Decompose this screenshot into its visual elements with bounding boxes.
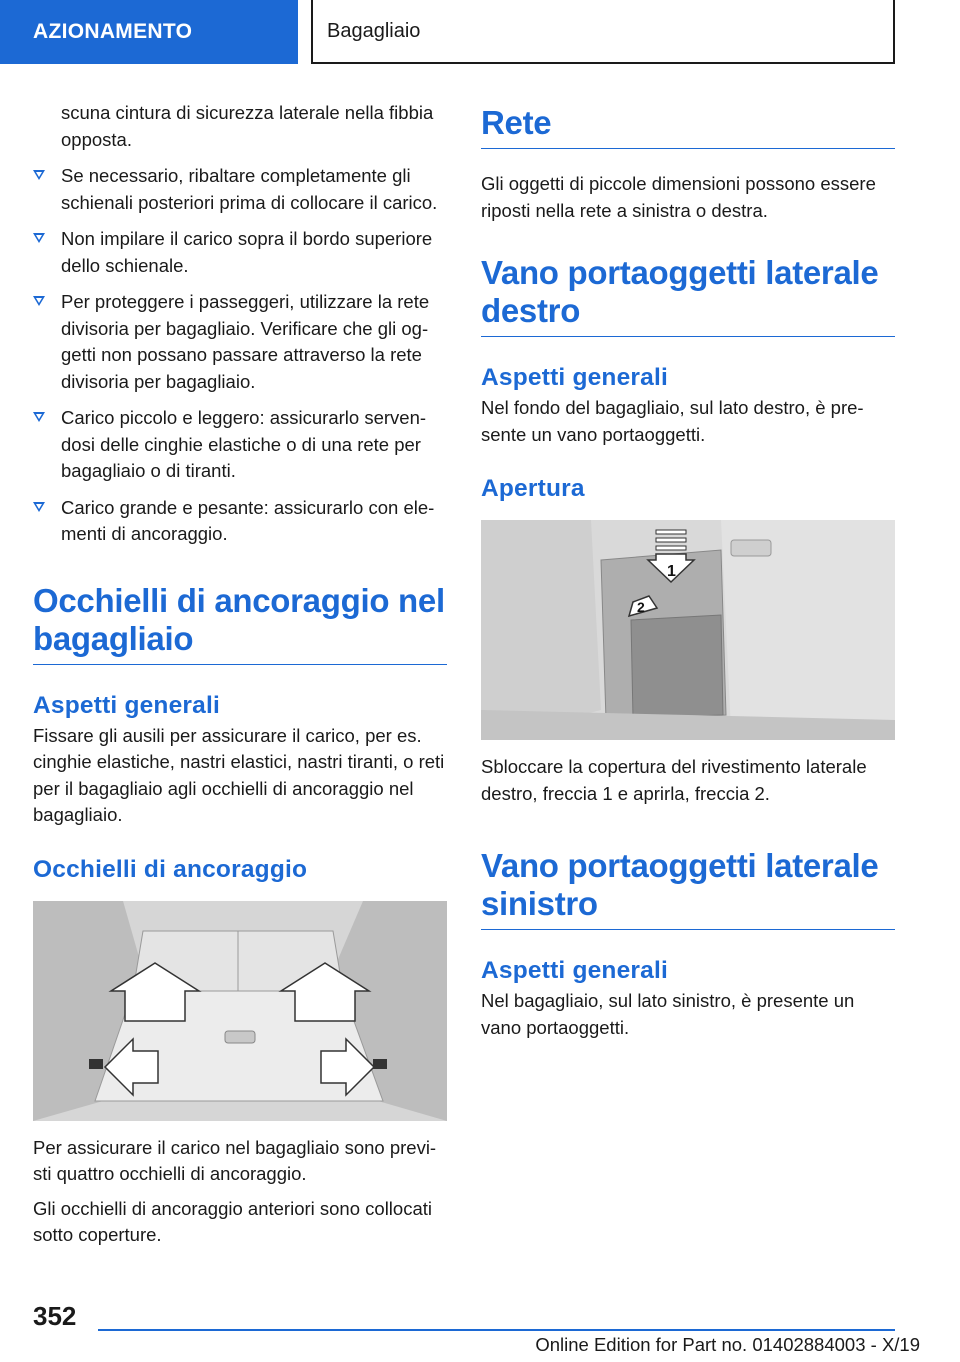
section-title: Vano portaoggetti laterale destro (481, 254, 895, 337)
paragraph: Gli occhielli di ancoraggio anteriori sono collocati sotto coperture. (33, 1197, 432, 1245)
list-item: Non impilare il carico sopra il bordo superiore dello schienale. (33, 226, 447, 279)
list-item: Carico piccolo e leggero: assicurarlo serven-dosi delle cinghie elastiche o di una rete per bagagliaio o di tiranti. (33, 405, 447, 485)
anchor-eye-rear-right (373, 1059, 387, 1069)
triangle-bullet-icon (33, 170, 45, 180)
triangle-bullet-icon (33, 412, 45, 422)
section-title: Vano portaoggetti laterale sinistro (481, 847, 895, 930)
triangle-bullet-icon (33, 296, 45, 306)
paragraph: Sbloccare la copertura del rivestimento laterale destro, freccia 1 e aprirla, freccia 2. (481, 756, 867, 804)
anchor-eye-rear-left (89, 1059, 103, 1069)
footer-rule (98, 1329, 895, 1331)
paragraph: Fissare gli ausili per assicurare il carico, per es. cinghie elastiche, nastri elastici, nastri tiranti, o reti per il bagagliaio agli occhielli di ancoraggio nel bagagliaio. (33, 724, 445, 825)
right-column (481, 100, 895, 1041)
page-number: 352 (33, 1301, 77, 1331)
chapter-header (311, 0, 895, 64)
triangle-bullet-icon (33, 502, 45, 512)
trunk-floor-drawing (33, 901, 447, 1121)
paragraph: Per assicurare il carico nel bagagliaio sono previ-sti quattro occhielli di ancoraggio. (33, 1136, 437, 1184)
callout-1: 1 (667, 563, 676, 580)
paragraph: Gli oggetti di piccole dimensioni possono essere riposti nella rete a sinistra o destra. (481, 173, 876, 221)
subsection-heading: Aspetti generali (33, 691, 220, 719)
chapter-label: Bagagliaio (327, 19, 421, 42)
callout-2: 2 (637, 599, 645, 615)
triangle-bullet-icon (33, 233, 45, 243)
section-label: AZIONAMENTO (33, 20, 193, 43)
edition-note: Online Edition for Part no. 01402884003 - X/19 (535, 1334, 920, 1355)
trunk-anchor-illustration (33, 901, 447, 1121)
bullet-continuation: scuna cintura di sicurezza laterale nella fibbia opposta. (61, 102, 434, 150)
side-panel-drawing (481, 520, 895, 740)
list-item: Per proteggere i passeggeri, utilizzare la rete divisoria per bagagliaio. Verificare che gli og-getti non possano passare attraverso la rete divisoria per bagagliaio. (33, 289, 447, 395)
subsection-heading: Aspetti generali (481, 364, 668, 391)
section-tab (0, 0, 298, 64)
section-title: Rete (481, 104, 895, 149)
paragraph: Nel bagagliaio, sul lato sinistro, è presente un vano portaoggetti. (481, 990, 855, 1038)
subsection-heading: Apertura (481, 475, 585, 502)
section-title: Occhielli di ancoraggio nel bagagliaio (33, 582, 447, 665)
right-compartment-illustration (481, 520, 895, 740)
subsection-heading: Occhielli di ancoraggio (33, 855, 308, 883)
paragraph: Nel fondo del bagagliaio, sul lato destro, è pre-sente un vano portaoggetti. (481, 397, 864, 445)
left-column (33, 100, 447, 1249)
subsection-heading: Aspetti generali (481, 957, 668, 984)
list-item: Se necessario, ribaltare completamente gli schienali posteriori prima di collocare il carico. (33, 163, 447, 216)
bullet-list (33, 163, 447, 548)
list-item: Carico grande e pesante: assicurarlo con ele-menti di ancoraggio. (33, 495, 447, 548)
